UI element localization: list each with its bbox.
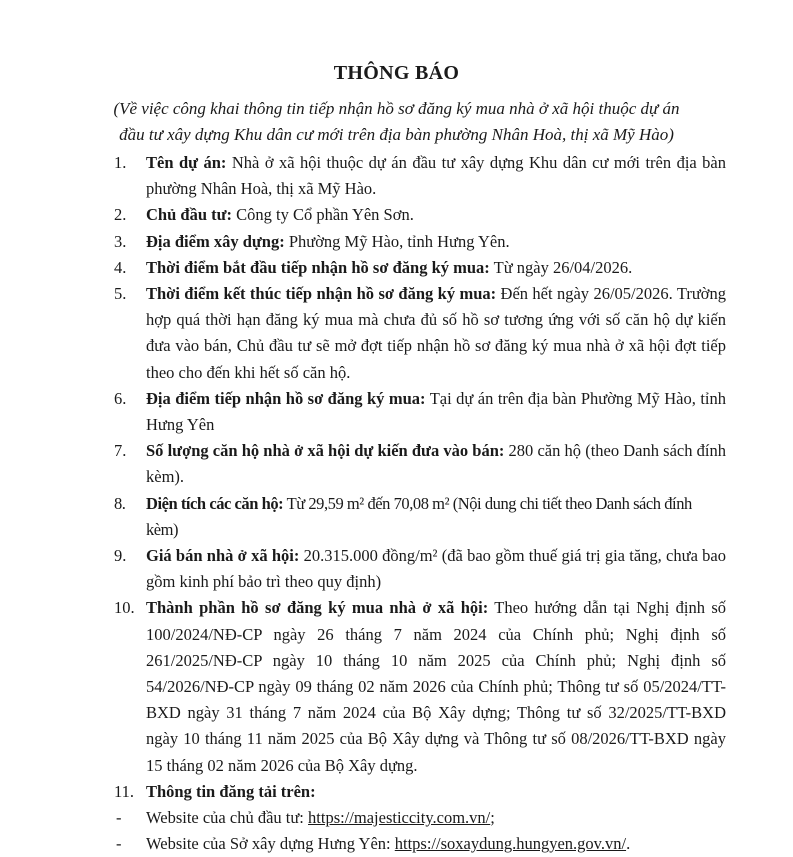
list-item-end-date bbox=[114, 281, 726, 386]
item-number: 4. bbox=[114, 257, 127, 277]
item-text: Nhà ở xã hội thuộc dự án đầu tư xây dựng Khu dân cư mới trên địa bàn phường Nhân Hoà, thị xã Mỹ Hào. bbox=[146, 153, 726, 199]
list-item-price bbox=[114, 543, 726, 595]
item-text: Đến hết ngày 26/05/2026. Trường hợp quá thời hạn đăng ký mua mà chưa đủ số hồ sơ tương ứng với số căn hộ dự kiến đưa vào bán, Chủ đầu tư sẽ mở đợt tiếp nhận hồ sơ đăng ký mua nhà ở xã hội đợt tiếp theo cho đến khi hết số căn hộ. bbox=[146, 284, 726, 382]
item-text: Phường Mỹ Hào, tỉnh Hưng Yên. bbox=[284, 231, 510, 251]
item-number: 10. bbox=[114, 598, 135, 618]
website-label: Website của chủ đầu tư: bbox=[146, 808, 309, 828]
item-label: Giá bán nhà ở xã hội: bbox=[146, 546, 300, 566]
list-item-investor bbox=[114, 202, 726, 228]
list-item-location bbox=[114, 229, 726, 255]
item-text: Theo hướng dẫn tại Nghị định số 100/2024/NĐ-CP ngày 26 tháng 7 năm 2024 của Chính phủ; Nghị định số 261/2025/NĐ-CP ngày 10 tháng 10 năm 2025 của Chính phủ; Nghị định số 54/2026/NĐ-CP ngày 09 tháng 02 năm 2026 của Chính phủ; Thông tư số 05/2024/TT-BXD ngày 31 tháng 7 năm 2024 của Bộ Xây dựng; Thông tư số 32/2025/TT-BXD ngày 10 tháng 11 năm 2025 của Bộ Xây dựng và Thông tư số 08/2026/TT-BXD ngày 15 tháng 02 năm 2026 của Bộ Xây dựng. bbox=[146, 598, 726, 775]
item-text: Từ 29,59 m² đến 70,08 m² (Nội dung chi tiết theo Danh sách đính kèm) bbox=[146, 493, 692, 539]
item-number: 5. bbox=[114, 284, 127, 304]
list-item-project-name bbox=[114, 150, 726, 202]
item-number: 8. bbox=[114, 493, 126, 513]
item-label: Tên dự án: bbox=[146, 153, 227, 172]
item-label: Thành phần hồ sơ đăng ký mua nhà ở xã hội: bbox=[146, 598, 489, 618]
item-number: 11. bbox=[114, 781, 135, 801]
subtitle-line-2: đầu tư xây dựng Khu dân cư mới trên địa bàn phường Nhân Hoà, thị xã Mỹ Hào) bbox=[119, 125, 674, 144]
website-suffix: ; bbox=[490, 808, 495, 828]
item-label: Chủ đầu tư: bbox=[146, 205, 233, 225]
list-item-required-documents bbox=[114, 595, 726, 778]
subtitle-line-1: (Về việc công khai thông tin tiếp nhận hồ sơ đăng ký mua nhà ở xã hội thuộc dự án bbox=[113, 99, 680, 118]
item-number: 6. bbox=[114, 388, 127, 408]
website-item-department bbox=[114, 831, 726, 857]
item-number: 7. bbox=[114, 441, 127, 461]
dash-bullet: - bbox=[116, 834, 122, 854]
department-website-link[interactable]: https://soxaydung.hungyen.gov.vn/ bbox=[394, 834, 627, 854]
item-number: 3. bbox=[114, 231, 127, 251]
item-label: Số lượng căn hộ nhà ở xã hội dự kiến đưa vào bán: bbox=[146, 441, 505, 461]
website-item-investor bbox=[114, 805, 726, 831]
document-title: THÔNG BÁO bbox=[333, 62, 460, 84]
list-item-start-date bbox=[114, 255, 726, 281]
item-text: Công ty Cổ phần Yên Sơn. bbox=[232, 205, 414, 225]
item-label: Thời điểm bắt đầu tiếp nhận hồ sơ đăng ký mua: bbox=[146, 257, 490, 277]
investor-website-link[interactable]: https://majesticcity.com.vn/ bbox=[308, 808, 491, 828]
item-label: Thông tin đăng tải trên: bbox=[146, 781, 316, 801]
item-text: Từ ngày 26/04/2026. bbox=[489, 257, 633, 277]
item-label: Thời điểm kết thúc tiếp nhận hồ sơ đăng ký mua: bbox=[146, 284, 497, 304]
item-text: 280 căn hộ (theo Danh sách đính kèm). bbox=[146, 441, 726, 487]
item-number: 1. bbox=[114, 153, 127, 172]
list-item-unit-area bbox=[114, 491, 726, 543]
item-number: 2. bbox=[114, 205, 127, 225]
list-item-submission-location bbox=[114, 386, 726, 438]
item-label: Địa điểm xây dựng: bbox=[146, 231, 285, 251]
item-label: Diện tích các căn hộ: bbox=[146, 493, 284, 513]
notice-list bbox=[114, 150, 726, 857]
item-text: 20.315.000 đồng/m² (đã bao gồm thuế giá trị gia tăng, chưa bao gồm kinh phí bảo trì theo quy định) bbox=[146, 546, 726, 592]
list-item-published-on bbox=[114, 779, 726, 805]
website-label: Website của Sở xây dựng Hưng Yên: bbox=[146, 834, 395, 854]
document-subtitle bbox=[0, 96, 793, 148]
website-suffix: . bbox=[626, 834, 631, 854]
item-text: Tại dự án trên địa bàn Phường Mỹ Hào, tỉnh Hưng Yên bbox=[146, 388, 726, 435]
item-label: Địa điểm tiếp nhận hồ sơ đăng ký mua: bbox=[146, 388, 426, 408]
list-item-unit-count bbox=[114, 438, 726, 490]
dash-bullet: - bbox=[116, 808, 122, 828]
item-number: 9. bbox=[114, 546, 127, 566]
